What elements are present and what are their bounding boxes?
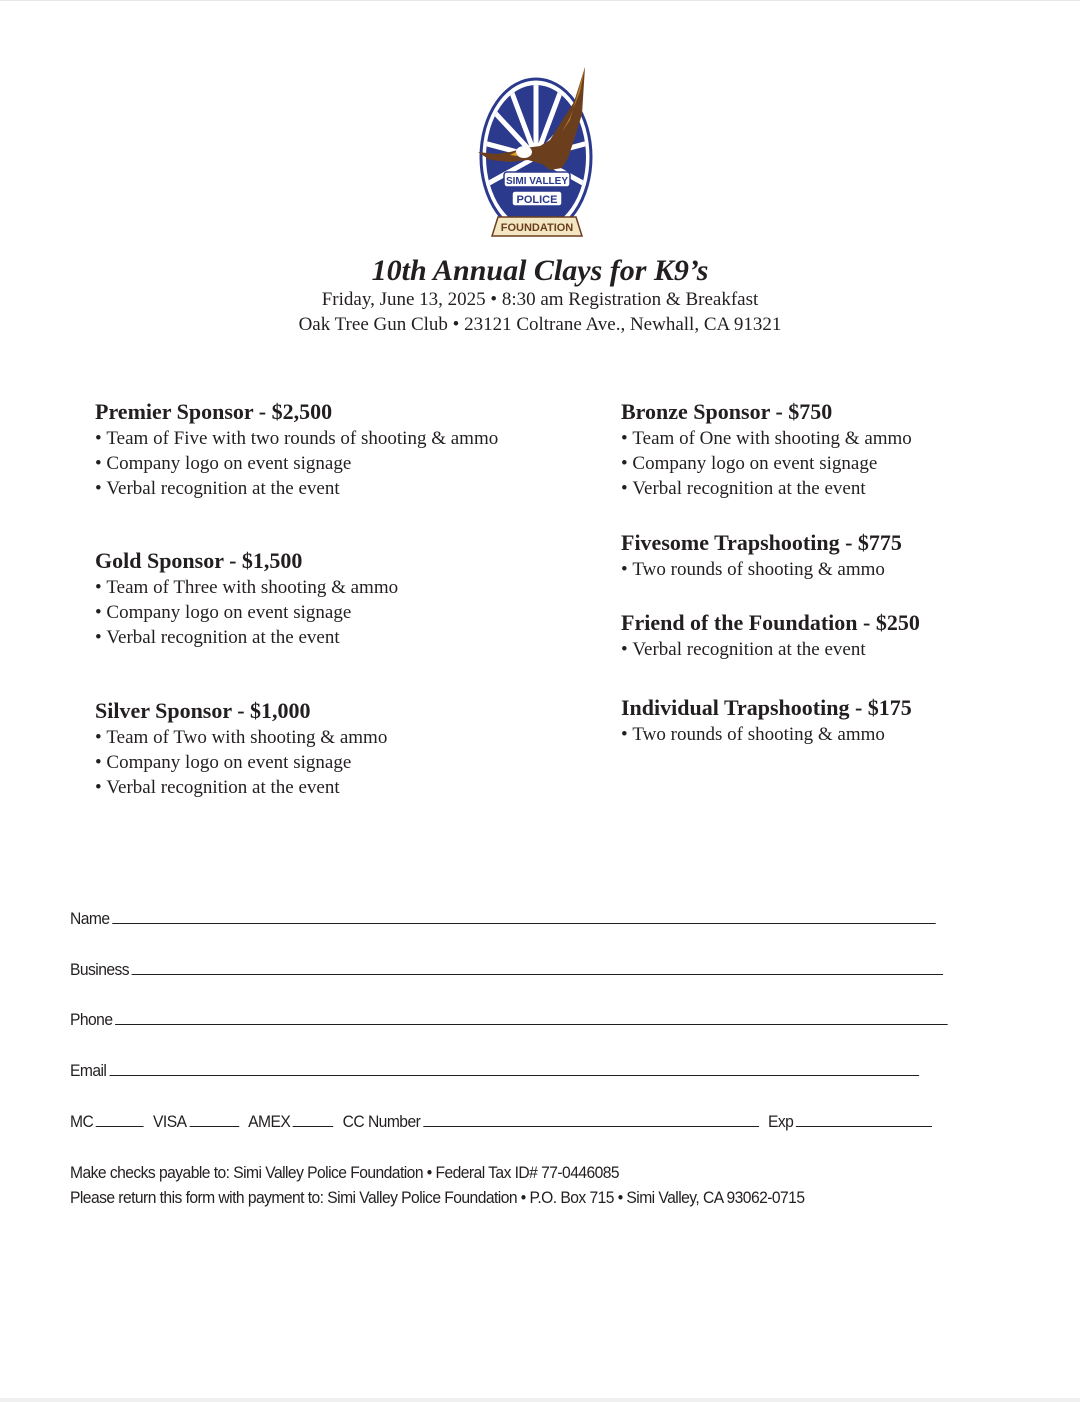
- cc-number-field[interactable]: [423, 1110, 759, 1127]
- tier-item: • Company logo on event signage: [95, 750, 387, 775]
- phone-label: Phone: [70, 1010, 113, 1029]
- tier-item: • Team of One with shooting & ammo: [621, 426, 912, 451]
- svg-text:SIMI VALLEY: SIMI VALLEY: [505, 176, 569, 187]
- tier-item: • Verbal recognition at the event: [621, 476, 912, 501]
- tier-friend: [621, 609, 920, 662]
- tier-item: • Team of Two with shooting & ammo: [95, 725, 387, 750]
- exp-field[interactable]: [796, 1110, 932, 1127]
- tier-item: • Two rounds of shooting & ammo: [621, 722, 912, 747]
- email-label: Email: [70, 1061, 107, 1080]
- svg-text:POLICE: POLICE: [516, 194, 558, 206]
- tier-heading: Fivesome Trapshooting - $775: [621, 530, 902, 555]
- tier-item: • Team of Five with two rounds of shooting & ammo: [95, 426, 498, 451]
- svg-text:FOUNDATION: FOUNDATION: [500, 222, 574, 234]
- exp-label: Exp: [768, 1112, 794, 1131]
- bottom-border: [0, 1398, 1080, 1402]
- tier-item: • Verbal recognition at the event: [95, 775, 387, 800]
- business-label: Business: [70, 960, 130, 979]
- tier-heading: Friend of the Foundation - $250: [621, 610, 920, 635]
- tier-heading: Premier Sponsor - $2,500: [95, 399, 333, 424]
- tier-heading: Silver Sponsor - $1,000: [95, 698, 311, 723]
- tier-item: • Verbal recognition at the event: [95, 625, 398, 650]
- name-field[interactable]: [112, 907, 935, 924]
- tier-item: • Team of Three with shooting & ammo: [95, 575, 398, 600]
- event-date-line: Friday, June 13, 2025 • 8:30 am Registration & Breakfast: [321, 289, 759, 310]
- return-note: Please return this form with payment to: Simi Valley Police Foundation • P.O. Box 715 • Simi Valley, CA 93062-0715: [70, 1188, 805, 1207]
- amex-label: AMEX: [248, 1112, 291, 1131]
- tier-bronze: [621, 398, 912, 501]
- tier-heading: Gold Sponsor - $1,500: [95, 548, 303, 573]
- eagle-badge-icon: [470, 62, 610, 247]
- top-border: [0, 0, 1080, 1]
- business-field[interactable]: [132, 958, 943, 975]
- tier-item: • Company logo on event signage: [621, 451, 912, 476]
- mc-label: MC: [70, 1112, 94, 1131]
- visa-field[interactable]: [189, 1110, 239, 1127]
- mc-field[interactable]: [96, 1110, 144, 1127]
- cc-number-label: CC Number: [342, 1112, 421, 1131]
- tier-item: • Verbal recognition at the event: [621, 637, 920, 662]
- business-row: [70, 958, 943, 981]
- tier-premier: [95, 398, 498, 501]
- event-title: 10th Annual Clays for K9’s: [371, 254, 709, 287]
- email-field[interactable]: [109, 1059, 919, 1076]
- tier-silver: [95, 697, 387, 800]
- event-location-line: Oak Tree Gun Club • 23121 Coltrane Ave., Newhall, CA 91321: [298, 314, 782, 335]
- tier-item: • Company logo on event signage: [95, 451, 498, 476]
- tier-heading: Individual Trapshooting - $175: [621, 695, 912, 720]
- email-row: [70, 1059, 919, 1082]
- payment-row: [70, 1110, 941, 1133]
- tier-item: • Verbal recognition at the event: [95, 476, 498, 501]
- amex-field[interactable]: [293, 1110, 333, 1127]
- name-label: Name: [70, 909, 110, 928]
- tier-fivesome: [621, 529, 902, 582]
- name-row: [70, 907, 936, 930]
- phone-field[interactable]: [115, 1008, 948, 1025]
- tier-heading: Bronze Sponsor - $750: [621, 399, 833, 424]
- tier-item: • Two rounds of shooting & ammo: [621, 557, 902, 582]
- phone-row: [70, 1008, 948, 1031]
- visa-label: VISA: [153, 1112, 187, 1131]
- tier-gold: [95, 547, 398, 650]
- checks-note: Make checks payable to: Simi Valley Police Foundation • Federal Tax ID# 77-0446085: [70, 1163, 620, 1182]
- tier-item: • Company logo on event signage: [95, 600, 398, 625]
- tier-individual: [621, 694, 912, 747]
